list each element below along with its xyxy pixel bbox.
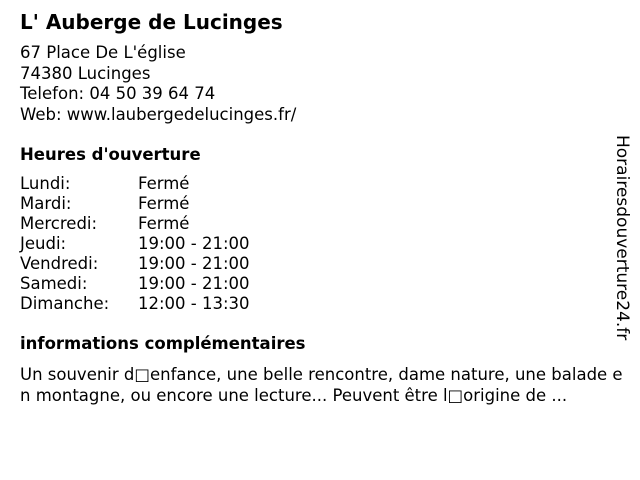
contact-block [20,43,296,125]
address-line-1: 67 Place De L'église [20,43,186,62]
hours-time: 19:00 - 21:00 [138,254,250,273]
hours-day: Mercredi: [20,214,98,233]
hours-day: Samedi: [20,274,88,293]
hours-row-saturday [20,274,250,294]
restaurant-name: L' Auberge de Lucinges [20,10,283,34]
hours-row-monday [20,174,250,194]
hours-time: 19:00 - 21:00 [138,234,250,253]
additional-info-heading: informations complémentaires [20,334,306,353]
hours-row-friday [20,254,250,274]
hours-time: Fermé [138,214,190,233]
phone-number: Telefon: 04 50 39 64 74 [20,84,216,103]
website-link[interactable]: Web: www.laubergedelucinges.fr/ [20,104,297,124]
hours-time: Fermé [138,174,190,193]
description-text: Un souvenir d□enfance, une belle rencontre, dame nature, une balade en montagne, ou encore une lecture... Peuvent être l□origine de ... [20,365,623,405]
hours-row-wednesday [20,214,250,234]
hours-time: Fermé [138,194,190,213]
hours-time: 12:00 - 13:30 [138,294,250,313]
opening-hours-table [20,174,250,314]
site-brand-vertical: Horairesdouverture24.fr [612,135,632,341]
hours-day: Lundi: [20,174,71,193]
hours-row-sunday [20,294,250,314]
hours-day: Mardi: [20,194,72,213]
hours-row-thursday [20,234,250,254]
hours-day: Jeudi: [20,234,67,253]
hours-time: 19:00 - 21:00 [138,274,250,293]
address-line-2: 74380 Lucinges [20,63,151,83]
hours-row-tuesday [20,194,250,214]
opening-hours-heading: Heures d'ouverture [20,145,201,164]
hours-day: Vendredi: [20,254,99,273]
hours-day: Dimanche: [20,294,110,313]
